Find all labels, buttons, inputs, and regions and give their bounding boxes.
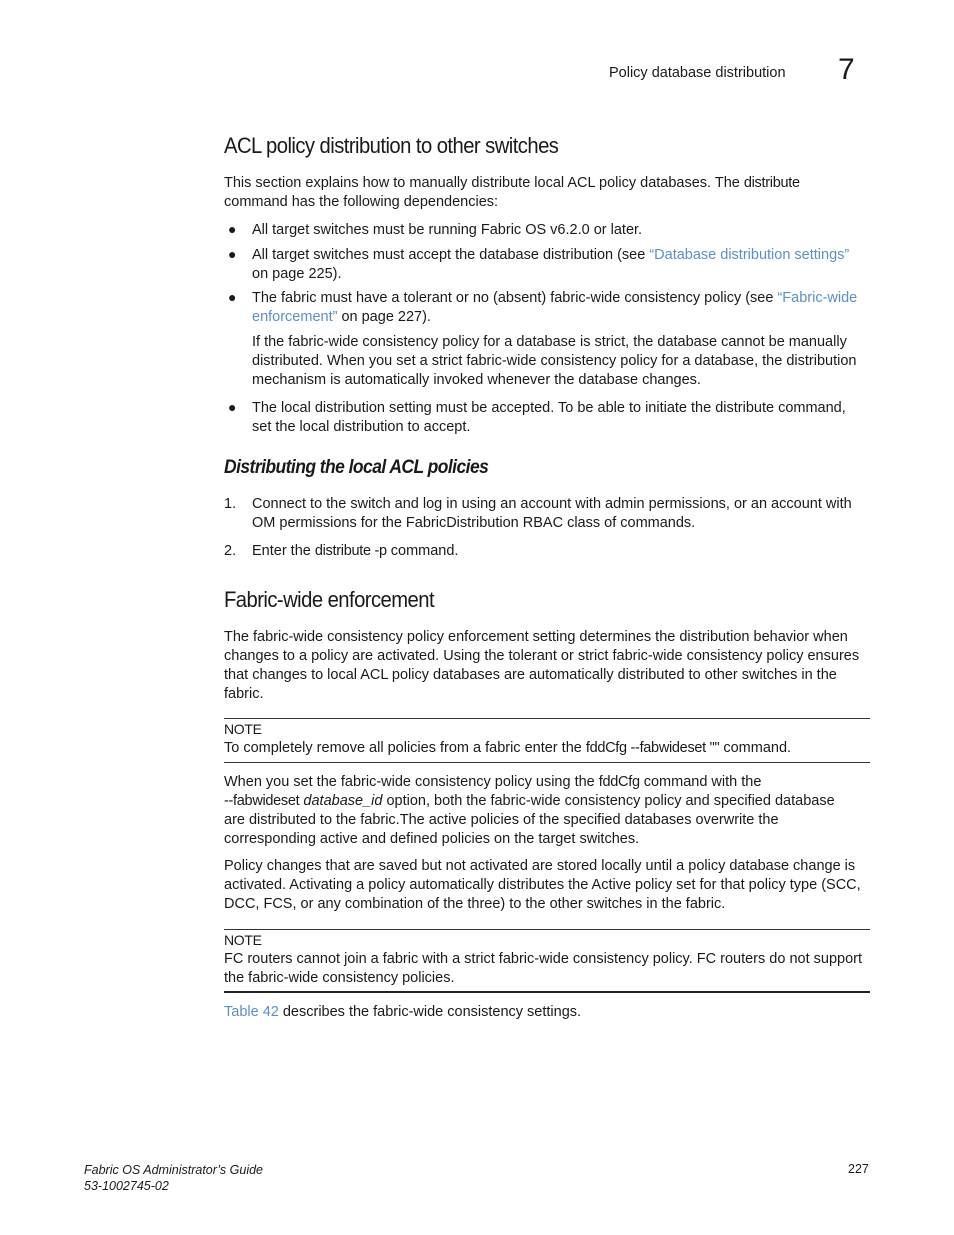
enforcement-para-2 bbox=[224, 773, 870, 849]
footer-doc-number: 53-1002745-02 bbox=[84, 1179, 169, 1193]
para-2-text-c: option, both the fabric-wide consistency policy and specified database bbox=[386, 793, 835, 809]
note-2-line: FC routers cannot join a fabric with a strict fabric-wide consistency policy. FC routers do not support bbox=[224, 951, 862, 967]
fabwideset-option: --fabwideset bbox=[224, 793, 300, 809]
bullet-item-4-line: The local distribution setting must be accepted. To be able to initiate the distribute command, bbox=[252, 400, 846, 416]
step-1-line: OM permissions for the FabricDistribution RBAC class of commands. bbox=[252, 515, 696, 531]
note-1-text-b: command. bbox=[719, 740, 792, 756]
note-1-text-a: To completely remove all policies from a fabric enter the bbox=[224, 740, 586, 756]
bullet-item-4-line: set the local distribution to accept. bbox=[252, 419, 471, 435]
enforcement-intro bbox=[224, 628, 870, 704]
chapter-number: 7 bbox=[838, 53, 855, 86]
para-line: The fabric-wide consistency policy enforcement setting determines the distribution behavior when bbox=[224, 629, 848, 645]
step-number: 1. bbox=[224, 496, 237, 512]
bullet-item-4 bbox=[252, 399, 872, 437]
note-divider-top bbox=[224, 718, 870, 719]
footer-guide-title: Fabric OS Administrator’s Guide bbox=[84, 1163, 263, 1177]
bullet-icon: ● bbox=[228, 246, 237, 262]
distribute-command: distribute bbox=[743, 175, 800, 191]
para-line: corresponding active and defined policies on the target switches. bbox=[224, 831, 640, 847]
para-line: Policy changes that are saved but not activated are stored locally until a policy database change is bbox=[224, 858, 856, 874]
bullet-icon: ● bbox=[228, 221, 237, 237]
page-number: 227 bbox=[848, 1162, 869, 1176]
detail-line: distributed. When you set a strict fabric-wide consistency policy for a database, the distribution bbox=[252, 353, 857, 369]
bullet-item-2-text-2: on page 225). bbox=[252, 266, 342, 282]
fddcfg-command: fddCfg bbox=[598, 774, 640, 790]
note-1-text bbox=[224, 739, 870, 758]
acl-intro-text: This section explains how to manually distribute local ACL policy databases. The bbox=[224, 175, 744, 191]
step-2-text-2: command. bbox=[386, 543, 459, 559]
bullet-item-3-detail bbox=[252, 333, 872, 390]
bullet-item-1: All target switches must be running Fabric OS v6.2.0 or later. bbox=[252, 222, 643, 238]
para-line: fabric. bbox=[224, 686, 264, 702]
fddcfg-fabwideset-command: fddCfg --fabwideset "" bbox=[585, 740, 720, 756]
note-divider-bottom bbox=[224, 762, 870, 763]
note-label: NOTE bbox=[224, 932, 262, 948]
step-1-line: Connect to the switch and log in using an account with admin permissions, or an account with bbox=[252, 496, 852, 512]
link-fabric-wide-enforcement-cont[interactable]: enforcement” bbox=[252, 309, 338, 325]
table-reference bbox=[224, 1003, 870, 1022]
database-id-argument: database_id bbox=[299, 793, 387, 809]
note-2-line: the fabric-wide consistency policies. bbox=[224, 970, 455, 986]
step-2-text: Enter the bbox=[252, 543, 315, 559]
acl-intro-text-2: command has the following dependencies: bbox=[224, 194, 499, 210]
enforcement-para-3 bbox=[224, 857, 870, 914]
bullet-item-2 bbox=[252, 246, 872, 284]
note-label: NOTE bbox=[224, 721, 262, 737]
table-reference-text: describes the fabric-wide consistency settings. bbox=[278, 1004, 582, 1020]
bullet-item-3 bbox=[252, 289, 872, 327]
para-line: DCC, FCS, or any combination of the three) to the other switches in the fabric. bbox=[224, 896, 726, 912]
step-1 bbox=[252, 495, 872, 533]
para-line: that changes to local ACL policy databases are automatically distributed to other switches in the bbox=[224, 667, 837, 683]
para-2-text: When you set the fabric-wide consistency policy using the bbox=[224, 774, 599, 790]
link-fabric-wide-enforcement[interactable]: “Fabric-wide bbox=[777, 290, 858, 306]
link-database-distribution-settings[interactable]: “Database distribution settings” bbox=[649, 247, 850, 263]
distribute-p-command: distribute -p bbox=[314, 543, 387, 559]
step-number: 2. bbox=[224, 543, 237, 559]
para-line: changes to a policy are activated. Using the tolerant or strict fabric-wide consistency policy ensures bbox=[224, 648, 860, 664]
note-2-text bbox=[224, 950, 870, 988]
note-divider-bottom bbox=[224, 991, 870, 993]
link-table-42[interactable]: Table 42 bbox=[224, 1004, 279, 1020]
section-heading-enforcement: Fabric-wide enforcement bbox=[224, 587, 435, 612]
para-line: activated. Activating a policy automatically distributes the Active policy set for that policy type (SCC, bbox=[224, 877, 861, 893]
subsection-heading-distributing: Distributing the local ACL policies bbox=[224, 457, 489, 478]
running-header-title: Policy database distribution bbox=[609, 65, 786, 81]
detail-line: mechanism is automatically invoked whenever the database changes. bbox=[252, 372, 701, 388]
section-heading-acl: ACL policy distribution to other switches bbox=[224, 133, 559, 158]
bullet-icon: ● bbox=[228, 399, 237, 415]
step-2 bbox=[252, 542, 872, 561]
bullet-icon: ● bbox=[228, 289, 237, 305]
bullet-item-3-text: The fabric must have a tolerant or no (absent) fabric-wide consistency policy (see bbox=[252, 290, 778, 306]
bullet-item-3-text-2: on page 227). bbox=[337, 309, 431, 325]
bullet-item-2-text: All target switches must accept the database distribution (see bbox=[252, 247, 650, 263]
note-divider-top bbox=[224, 929, 870, 930]
detail-line: If the fabric-wide consistency policy for a database is strict, the database cannot be manually bbox=[252, 334, 847, 350]
para-2-text-b: command with the bbox=[639, 774, 762, 790]
para-line: are distributed to the fabric.The active policies of the specified databases overwrite the bbox=[224, 812, 779, 828]
acl-intro bbox=[224, 174, 870, 212]
